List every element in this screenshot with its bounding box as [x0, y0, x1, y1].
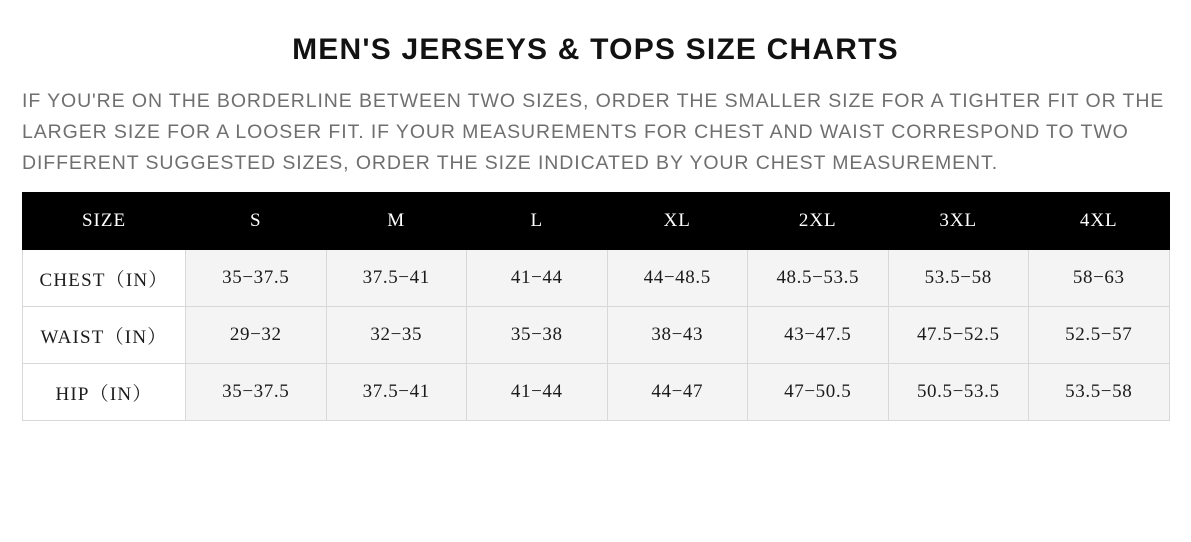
intro-paragraph: IF YOU'RE ON THE BORDERLINE BETWEEN TWO SIZES, ORDER THE SMALLER SIZE FOR A TIGHTER FIT OR THE LARGER SIZE FOR A LOOSER FIT. IF YOUR MEASUREMENTS FOR CHEST AND WAIST CORRESPOND TO TWO DIFFERENT SUGGESTED SIZES, ORDER THE SIZE INDICATED BY YOUR CHEST MEASUREMENT.: [22, 90, 1165, 174]
column-header-m: M: [326, 193, 467, 250]
cell-hip-m: 37.5−41: [326, 364, 467, 421]
cell-waist-2xl: 43−47.5: [748, 307, 889, 364]
cell-hip-2xl: 47−50.5: [748, 364, 889, 421]
table-body: [23, 250, 1170, 421]
cell-chest-s: 35−37.5: [186, 250, 327, 307]
cell-waist-4xl: 52.5−57: [1029, 307, 1170, 364]
cell-chest-xl: 44−48.5: [607, 250, 748, 307]
column-header-s: S: [186, 193, 327, 250]
cell-hip-4xl: 53.5−58: [1029, 364, 1170, 421]
table-row: [23, 307, 1170, 364]
table-header: [23, 193, 1170, 250]
table-row: [23, 250, 1170, 307]
row-header-chest: CHEST（IN）: [23, 250, 186, 307]
cell-hip-s: 35−37.5: [186, 364, 327, 421]
table-row: [23, 364, 1170, 421]
cell-waist-l: 35−38: [467, 307, 608, 364]
row-header-waist: WAIST（IN）: [23, 307, 186, 364]
size-chart-table: [22, 192, 1170, 421]
column-header-size: SIZE: [23, 193, 186, 250]
column-header-4xl: 4XL: [1029, 193, 1170, 250]
cell-waist-xl: 38−43: [607, 307, 748, 364]
cell-hip-3xl: 50.5−53.5: [888, 364, 1029, 421]
column-header-xl: XL: [607, 193, 748, 250]
page-title: MEN'S JERSEYS & TOPS SIZE CHARTS: [292, 33, 899, 66]
cell-chest-3xl: 53.5−58: [888, 250, 1029, 307]
cell-chest-m: 37.5−41: [326, 250, 467, 307]
cell-waist-m: 32−35: [326, 307, 467, 364]
table-header-row: [23, 193, 1170, 250]
column-header-3xl: 3XL: [888, 193, 1029, 250]
cell-chest-l: 41−44: [467, 250, 608, 307]
cell-waist-3xl: 47.5−52.5: [888, 307, 1029, 364]
row-header-hip: HIP（IN）: [23, 364, 186, 421]
cell-hip-xl: 44−47: [607, 364, 748, 421]
cell-hip-l: 41−44: [467, 364, 608, 421]
column-header-l: L: [467, 193, 608, 250]
size-chart-page: [0, 32, 1191, 542]
cell-chest-4xl: 58−63: [1029, 250, 1170, 307]
cell-chest-2xl: 48.5−53.5: [748, 250, 889, 307]
column-header-2xl: 2XL: [748, 193, 889, 250]
cell-waist-s: 29−32: [186, 307, 327, 364]
